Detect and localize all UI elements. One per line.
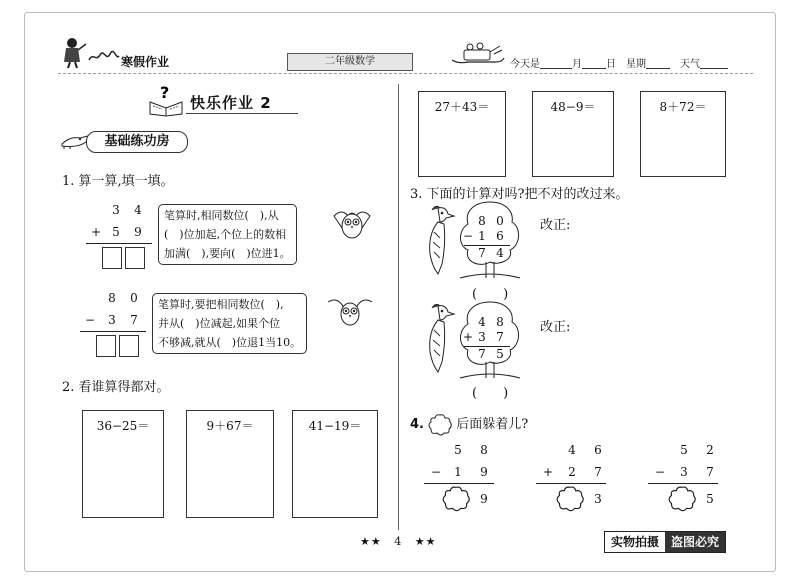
q3a-result-ones: 4 [496, 246, 504, 260]
q3b-top-ones: 8 [496, 315, 504, 329]
sleigh-illustration-icon [448, 40, 506, 66]
q4-1-bottom-tens: 1 [454, 465, 462, 479]
q3b-bottom-tens: 3 [478, 330, 486, 344]
q3b-result-tens: 7 [478, 347, 486, 361]
q4-3-bottom-tens: 3 [680, 465, 688, 479]
q3b-bottom-ones: 7 [496, 330, 504, 344]
watermark-stamp [604, 531, 726, 553]
column-divider [398, 84, 399, 530]
page-number: 4 [394, 535, 403, 548]
brand-script-logo [88, 50, 120, 64]
weather-blank[interactable] [700, 58, 728, 69]
lesson-title-underline [186, 113, 298, 114]
q3a-operator: − [462, 229, 474, 243]
q3b-judge-paren[interactable]: ( ) [472, 386, 509, 401]
q4-3-bottom-ones: 7 [706, 465, 714, 479]
q3a-top-ones: 0 [496, 214, 504, 228]
q1a-hint-line-2: ( )位加起,个位上的数相 [164, 228, 287, 241]
right-calc-box-3[interactable] [640, 91, 726, 177]
q2-calc-box-3[interactable] [292, 410, 378, 518]
q4-title-text: 后面躲着儿? [456, 417, 529, 432]
q1a-operator: + [90, 225, 102, 239]
q2-expression-1: 36−25＝ [96, 419, 150, 433]
q3a-top-tens: 8 [478, 214, 486, 228]
q3a-result-tens: 7 [478, 246, 486, 260]
q1a-top-tens: 3 [112, 203, 120, 217]
lesson-title: 快乐作业 2 [190, 94, 272, 112]
week-blank[interactable] [646, 58, 670, 69]
q4-2-bottom-ones: 7 [594, 465, 602, 479]
right-calc-box-1[interactable] [418, 91, 506, 177]
q1a-bottom-ones: 9 [134, 225, 142, 239]
q3b-operator: + [462, 330, 474, 344]
owl-flying-icon [326, 296, 374, 330]
q1a-hint-bubble [158, 204, 297, 265]
q2-calc-box-1[interactable] [82, 410, 164, 518]
q3a-bottom-tens: 1 [478, 229, 486, 243]
date-weather-label: 天气 [680, 59, 700, 70]
q1a-result-line [86, 243, 152, 244]
q4-2-result-ones: 3 [594, 492, 602, 506]
woodpecker-icon [424, 302, 456, 378]
q4-2-operator: + [542, 465, 554, 479]
footer-stars-right: ★★ [414, 535, 437, 548]
q1a-hint-line-1: 笔算时,相同数位( ),从 [164, 209, 279, 222]
grade-label: 二年级数学 [287, 53, 413, 71]
q4-3-result-line [648, 483, 718, 484]
q4-2-top-ones: 6 [594, 443, 602, 457]
q1b-bottom-tens: 3 [108, 313, 116, 327]
q2-expression-3: 41−19＝ [308, 419, 362, 433]
q4-2-hidden-digit-blob[interactable] [556, 486, 584, 512]
stamp-left-text: 实物拍摄 [605, 532, 665, 552]
q4-3-hidden-digit-blob[interactable] [668, 486, 696, 512]
q1b-bottom-ones: 7 [130, 313, 138, 327]
right-expression-1: 27＋43＝ [434, 100, 490, 114]
q4-3-top-tens: 5 [680, 443, 688, 457]
q4-2-top-tens: 4 [568, 443, 576, 457]
q2-expression-2: 9＋67＝ [206, 419, 254, 433]
date-weather-line [510, 55, 728, 70]
q3b-top-tens: 4 [478, 315, 486, 329]
q4-2-result-line [536, 483, 606, 484]
q4-1-operator: − [430, 465, 442, 479]
q1a-bottom-tens: 5 [112, 225, 120, 239]
footer-stars-left: ★★ [360, 535, 382, 548]
q4-1-hidden-digit-blob[interactable] [442, 486, 470, 512]
stamp-right-text: 盗图必究 [665, 532, 725, 552]
date-week-label: 星期 [626, 59, 646, 70]
q3b-fix-label: 改正: [540, 320, 571, 335]
q1a-answer-ones-box[interactable] [125, 247, 145, 269]
section-tag: 基础练功房 [86, 131, 188, 153]
q3a-fix-label: 改正: [540, 218, 571, 233]
q3a-bottom-ones: 6 [496, 229, 504, 243]
question-book-icon [148, 84, 184, 116]
child-mascot-icon [60, 36, 88, 68]
right-calc-box-2[interactable] [532, 91, 614, 177]
q1b-hint-line-3: 不够减,就从( )位退1当10。 [158, 336, 302, 349]
q4-3-top-ones: 2 [706, 443, 714, 457]
q4-3-result-ones: 5 [706, 492, 714, 506]
header-divider [58, 73, 753, 74]
q4-1-bottom-ones: 9 [480, 465, 488, 479]
q1-title: 1. 算一算,填一填。 [62, 174, 174, 189]
q1a-hint-line-3: 加满( ),要向( )位进1。 [164, 247, 291, 260]
q4-1-result-line [424, 483, 494, 484]
q3-title: 3. 下面的计算对吗?把不对的改过来。 [410, 187, 629, 202]
q1a-answer-tens-box[interactable] [102, 247, 122, 269]
q1b-top-tens: 8 [108, 291, 116, 305]
q1b-top-ones: 0 [130, 291, 138, 305]
q1a-top-ones: 4 [134, 203, 142, 217]
q4-1-result-ones: 9 [480, 492, 488, 506]
owl-icon [332, 206, 372, 242]
q4-3-operator: − [654, 465, 666, 479]
date-day-label: 日 [606, 59, 616, 70]
q4-title [410, 413, 528, 436]
q2-title: 2. 看谁算得都对。 [62, 380, 170, 395]
date-month-label: 月 [572, 59, 582, 70]
q4-1-top-ones: 8 [480, 443, 488, 457]
right-expression-3: 8＋72＝ [659, 100, 707, 114]
q4-2-bottom-tens: 2 [568, 465, 576, 479]
page-footer [360, 535, 436, 548]
svg-text:?: ? [160, 83, 170, 102]
q1b-answer-ones-box[interactable] [119, 335, 139, 357]
q3a-judge-paren[interactable]: ( ) [472, 287, 509, 302]
brand-title: 寒假作业 [121, 55, 170, 69]
flower-blob-icon [428, 414, 452, 436]
q1b-answer-tens-box[interactable] [96, 335, 116, 357]
q1b-result-line [80, 331, 146, 332]
q3b-result-ones: 5 [496, 347, 504, 361]
right-expression-2: 48−9＝ [550, 100, 596, 114]
q4-1-top-tens: 5 [454, 443, 462, 457]
q1b-operator: − [84, 313, 96, 327]
date-today-label: 今天是 [510, 59, 540, 70]
q1b-hint-bubble [152, 293, 307, 354]
day-blank[interactable] [582, 58, 606, 69]
q1b-hint-line-2: 并从( )位减起,如果个位 [158, 317, 281, 330]
q2-calc-box-2[interactable] [186, 410, 274, 518]
q4-number: 4. [410, 417, 424, 432]
woodpecker-icon [424, 204, 456, 280]
month-blank[interactable] [540, 58, 572, 69]
q1b-hint-line-1: 笔算时,要把相同数位( ), [158, 298, 284, 311]
